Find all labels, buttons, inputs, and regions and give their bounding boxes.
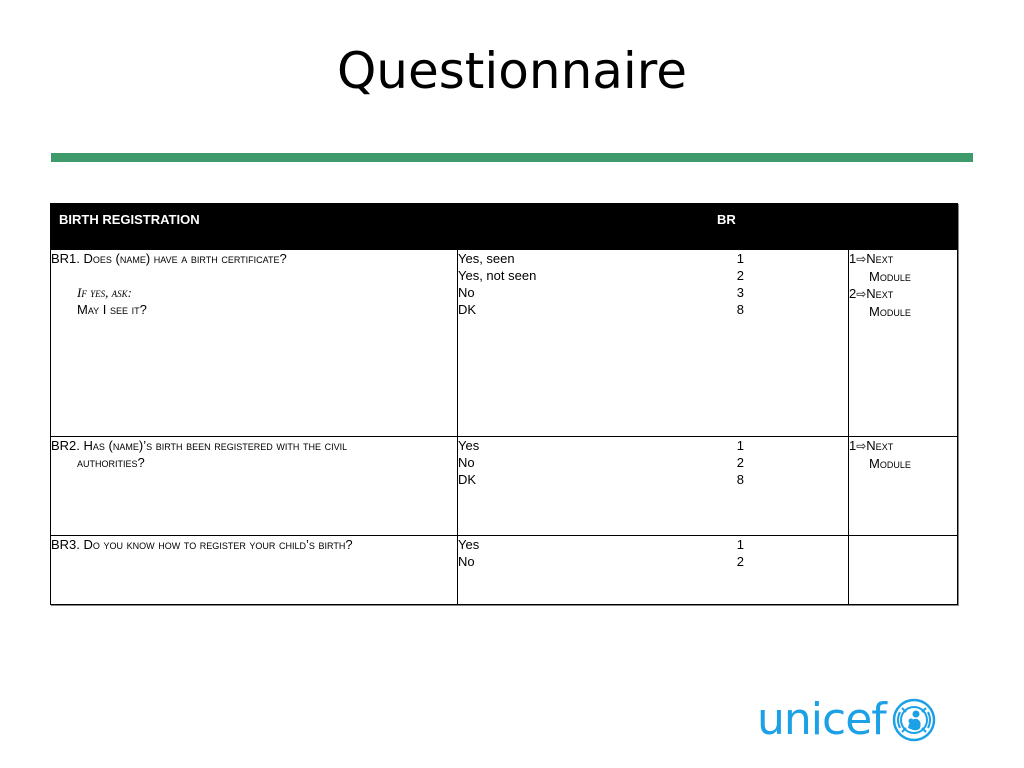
question-text: Does (name) have a birth certificate? [83, 251, 287, 266]
skip-cell: 1⇨Next Module [849, 437, 958, 536]
answer-option: No 2 [458, 455, 744, 470]
followup-question: May I see it? [77, 302, 147, 317]
question-cell [51, 250, 458, 437]
unicef-emblem-icon [892, 698, 936, 742]
answer-option: Yes, seen 1 [458, 251, 744, 266]
question-number: BR3. [51, 537, 80, 552]
question-number: BR2. [51, 438, 80, 453]
questionnaire-table [50, 203, 958, 605]
module-title: BIRTH REGISTRATION [59, 212, 200, 227]
answer-cell [458, 250, 849, 437]
question-text: Has (name)’s birth been registered with the civil [83, 438, 348, 453]
arrow-right-icon: ⇨ [856, 439, 867, 453]
question-text-continued: authorities? [77, 455, 145, 470]
skip-instruction: 1⇨Next [849, 438, 894, 453]
slide-title: Questionnaire [336, 42, 688, 100]
answer-option: Yes 1 [458, 438, 744, 453]
question-number: BR1. [51, 251, 80, 266]
arrow-right-icon: ⇨ [856, 287, 867, 301]
answer-option: No 3 [458, 285, 744, 300]
answer-option: DK 8 [458, 302, 744, 317]
question-text: Do you know how to register your child’s birth? [83, 537, 353, 552]
table-header-row [51, 204, 958, 250]
skip-cell [849, 536, 958, 605]
answer-option: No 2 [458, 554, 744, 569]
table-row [51, 536, 958, 605]
answer-option: DK 8 [458, 472, 744, 487]
table-row [51, 437, 958, 536]
title-divider [51, 153, 973, 162]
module-code: BR [717, 212, 736, 227]
unicef-wordmark: unicef [757, 694, 886, 745]
unicef-logo [757, 696, 936, 744]
skip-instruction: 2⇨Next [849, 286, 894, 301]
question-cell [51, 536, 458, 605]
answer-option: Yes, not seen 2 [458, 268, 744, 283]
answer-cell [458, 536, 849, 605]
answer-cell [458, 437, 849, 536]
skip-cell: 1⇨Next Module 2⇨Next Module [849, 250, 958, 437]
interviewer-instruction: If yes, ask: [77, 285, 132, 300]
answer-option: Yes 1 [458, 537, 744, 552]
question-cell [51, 437, 458, 536]
arrow-right-icon: ⇨ [856, 252, 867, 266]
skip-instruction: 1⇨Next [849, 251, 894, 266]
table-row [51, 250, 958, 437]
